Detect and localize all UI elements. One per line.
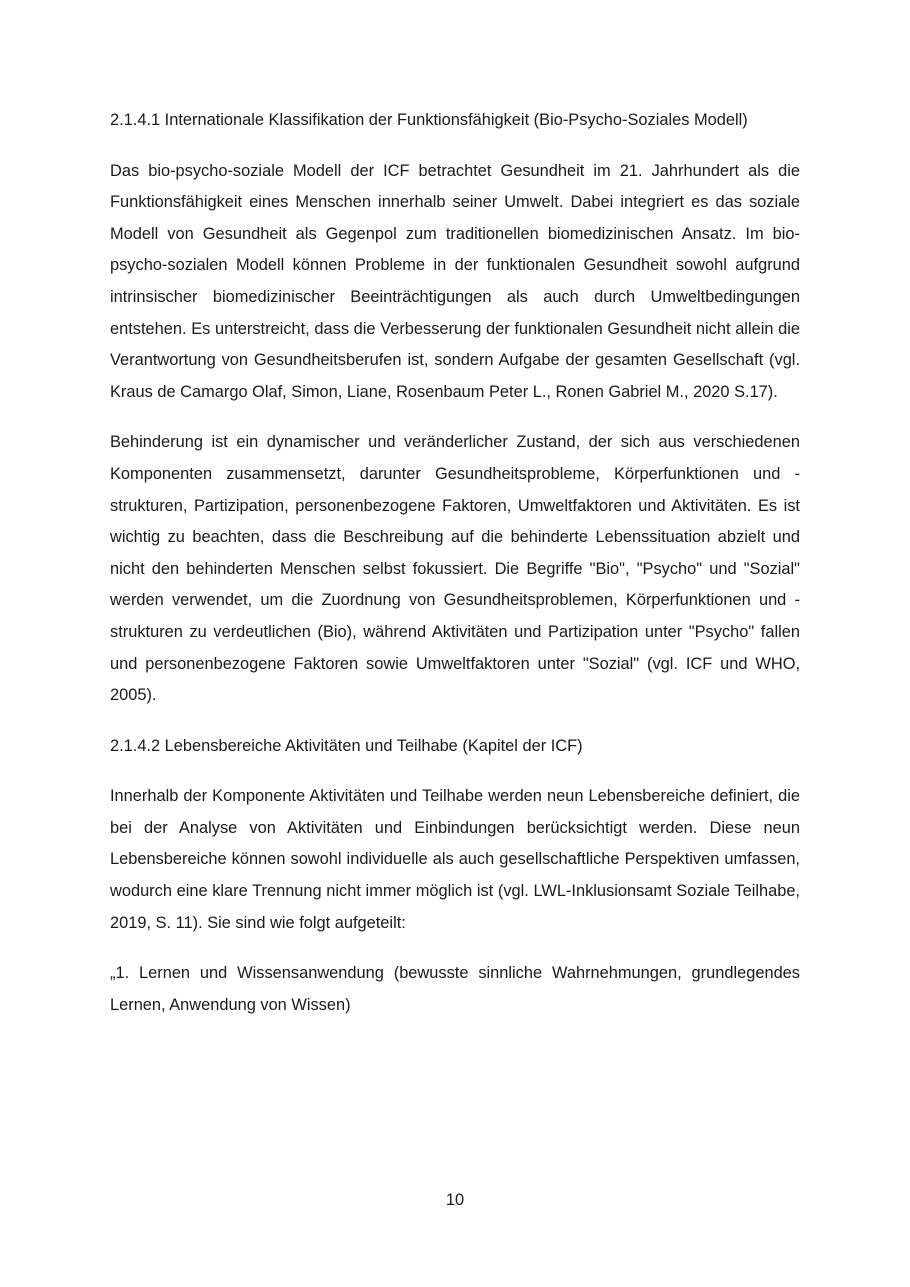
- paragraph-bio-psycho-social-model: Das bio-psycho-soziale Modell der ICF betrachtet Gesundheit im 21. Jahrhundert als die Funktionsfähigkeit eines Menschen innerhalb seiner Umwelt. Dabei integriert es das soziale Modell von Gesundheit als Gegenpol zum traditionellen biomedizinischen Ansatz. Im bio-psycho-sozialen Modell können Probleme in der funktionalen Gesundheit sowohl aufgrund intrinsischer biomedizinischer Beeinträchtigungen als auch durch Umweltbedingungen entstehen. Es unterstreicht, dass die Verbesserung der funktionalen Gesundheit nicht allein die Verantwortung von Gesundheitsberufen ist, sondern Aufgabe der gesamten Gesellschaft (vgl. Kraus de Camargo Olaf, Simon, Liane, Rosenbaum Peter L., Ronen Gabriel M., 2020 S.17).: [110, 161, 800, 401]
- page-number: 10: [445, 1191, 465, 1209]
- document-body: [110, 105, 800, 1040]
- paragraph-life-areas: Innerhalb der Komponente Aktivitäten und Teilhabe werden neun Lebensbereiche definiert, die bei der Analyse von Aktivitäten und Einbindungen berücksichtigt werden. Diese neun Lebensbereiche können sowohl individuelle als auch gesellschaftliche Perspektiven umfassen, wodurch eine klare Trennung nicht immer möglich ist (vgl. LWL-Inklusionsamt Soziale Teilhabe, 2019, S. 11). Sie sind wie folgt aufgeteilt:: [110, 787, 800, 932]
- list-item-learning: „1. Lernen und Wissensanwendung (bewusste sinnliche Wahrnehmungen, grundlegendes Lernen, Anwendung von Wissen): [110, 964, 800, 1014]
- paragraph-disability: Behinderung ist ein dynamischer und veränderlicher Zustand, der sich aus verschiedenen Komponenten zusammensetzt, darunter Gesundheitsprobleme, Körperfunktionen und -strukturen, Partizipation, personenbezogene Faktoren, Umweltfaktoren und Aktivitäten. Es ist wichtig zu beachten, dass die Beschreibung auf die behinderte Lebenssituation abzielt und nicht den behinderten Menschen selbst fokussiert. Die Begriffe "Bio", "Psycho" und "Sozial" werden verwendet, um die Zuordnung von Gesundheitsproblemen, Körperfunktionen und -strukturen zu verdeutlichen (Bio), während Aktivitäten und Partizipation unter "Psycho" fallen und personenbezogene Faktoren sowie Umweltfaktoren unter "Sozial" (vgl. ICF und WHO, 2005).: [110, 433, 800, 705]
- section-heading-2-1-4-1: 2.1.4.1 Internationale Klassifikation der Funktionsfähigkeit (Bio-Psycho-Soziales Modell): [110, 111, 748, 129]
- section-heading-2-1-4-2: 2.1.4.2 Lebensbereiche Aktivitäten und Teilhabe (Kapitel der ICF): [110, 736, 583, 755]
